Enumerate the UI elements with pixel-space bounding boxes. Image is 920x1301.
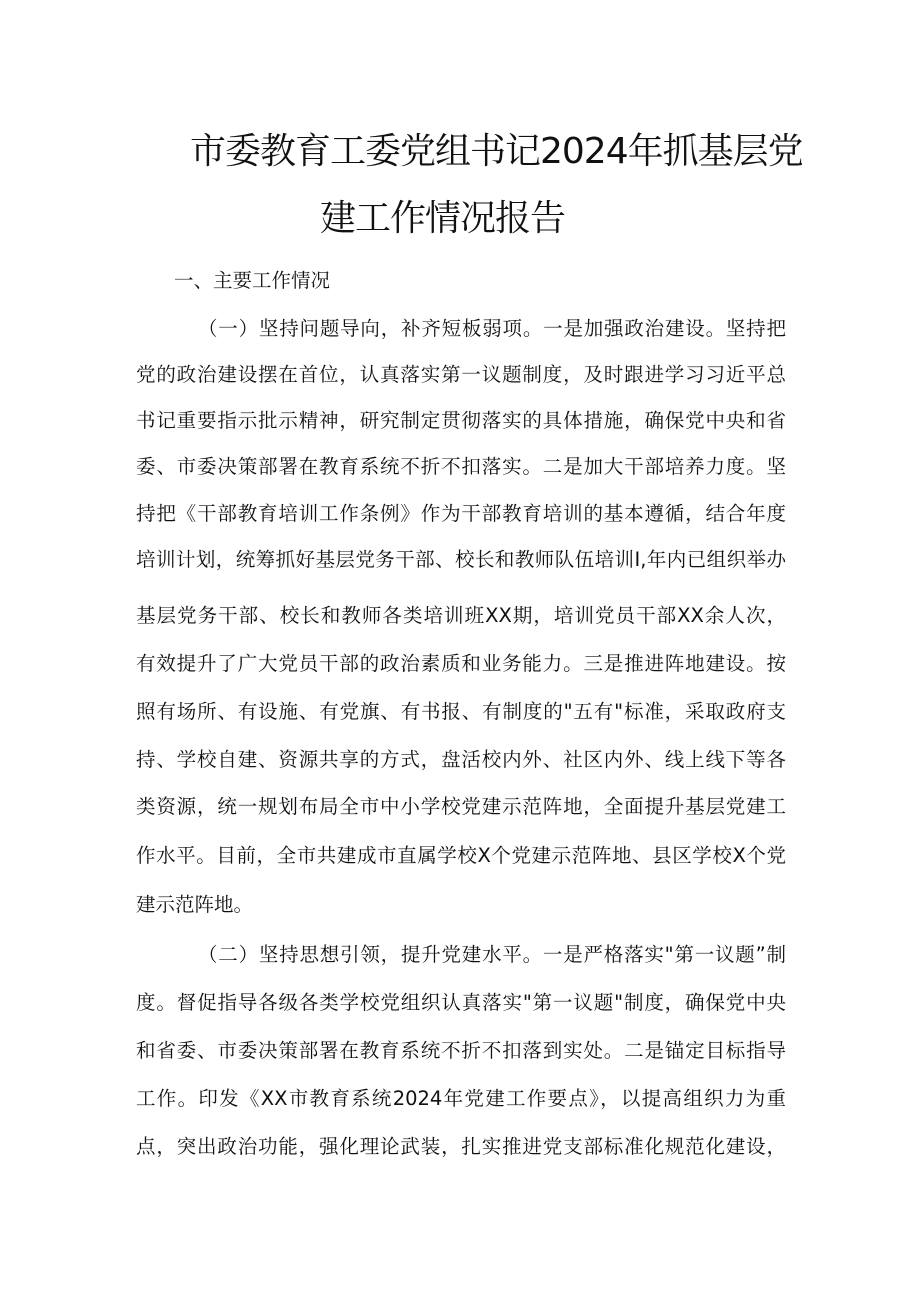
paragraph-line: （二）坚持思想引领，提升党建水平。一是严格落实"第一议题”制 — [198, 943, 786, 966]
paragraph-line: 党的政治建设摆在首位，认真落实第一议题制度，及时跟进学习习近平总 — [136, 363, 786, 386]
paragraph-line: 点，突出政治功能，强化理论武装，扎实推进党支部标准化规范化建设， — [136, 1135, 786, 1158]
paragraph-line: 基层党务干部、校长和教师各类培训班XX期，培训党员干部XX余人次， — [136, 604, 786, 627]
paragraph-line: 作水平。目前，全市共建成市直属学校X个党建示范阵地、县区学校X个党 — [136, 844, 786, 867]
paragraph-line: 持、学校自建、资源共享的方式，盘活校内外、社区内外、线上线下等各 — [136, 748, 786, 771]
paragraph-line: 工作。印发《XX市教育系统2024年党建工作要点》，以提高组织力为重 — [136, 1087, 786, 1110]
paragraph-line: （一）坚持问题导向，补齐短板弱项。一是加强政治建设。坚持把 — [198, 317, 786, 340]
paragraph-line: 和省委、市委决策部署在教育系统不折不扣落到实处。二是锚定目标指导 — [136, 1039, 786, 1062]
paragraph-line: 建示范阵地。 — [136, 893, 254, 916]
paragraph-line: 有效提升了广大党员干部的政治素质和业务能力。三是推进阵地建设。按 — [136, 652, 786, 675]
paragraph-line: 类资源，统一规划布局全市中小学校党建示范阵地，全面提升基层党建工 — [136, 795, 786, 818]
document-title-line-1: 市委教育工委党组书记2024年抓基层党 — [190, 131, 803, 172]
paragraph-line: 照有场所、有设施、有党旗、有书报、有制度的"五有"标准，采取政府支 — [136, 700, 786, 723]
document-title-line-2: 建工作情况报告 — [320, 198, 566, 239]
paragraph-line: 培训计划，统筹抓好基层党务干部、校长和教师队伍培训I,年内已组织举办 — [136, 548, 786, 571]
paragraph-line: 书记重要指示批示精神，研究制定贯彻落实的具体措施，确保党中央和省 — [136, 409, 786, 432]
paragraph-line: 度。督促指导各级各类学校党组织认真落实"第一议题"制度，确保党中央 — [136, 991, 786, 1014]
paragraph-line: 委、市委决策部署在教育系统不折不扣落实。二是加大干部培养力度。坚 — [136, 455, 786, 478]
paragraph-line: 持把《干部教育培训工作条例》作为干部教育培训的基本遵循，结合年度 — [136, 502, 786, 525]
section-heading: 一、主要工作情况 — [174, 269, 331, 292]
